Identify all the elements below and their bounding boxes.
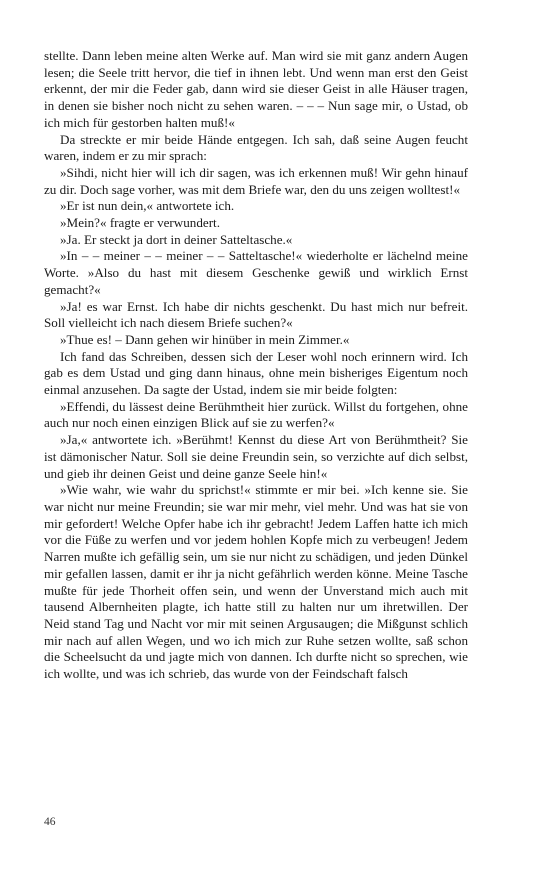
paragraph-10: Ich fand das Schreiben, dessen sich der Leser wohl noch erinnern wird. Ich gab es dem Ustad und ging dann hinaus, ohne mein bisheriges Eigentum noch einmal anzusehen. Da sagte der Ustad, indem sie mir beide folgten: — [44, 348, 468, 398]
paragraph-11: »Effendi, du lässest deine Berühmtheit hier zurück. Willst du fortgehen, ohne auch nur noch einen einzigen Blick auf sie zu werfen?« — [44, 398, 468, 431]
page-body — [44, 48, 468, 683]
paragraph-12: »Ja,« antwortete ich. »Berühmt! Kennst du diese Art von Berühmtheit? Sie ist dämonischer Natur. Soll sie deine Freundin sein, so verzichte auf dich selbst, und gieb ihr deinen Geist und deine ganze Seele hin!« — [44, 432, 468, 481]
paragraph-6: »Ja. Er steckt ja dort in deiner Satteltasche.« — [60, 231, 293, 247]
paragraph-1: stellte. Dann leben meine alten Werke auf. Man wird sie mit ganz andern Augen lesen; die Seele tritt hervor, die tief in ihnen lebt. Und wenn man erst den Geist erkennt, der mir die Feder gab, dann wird sie dieser Geist in alle Häuser tragen, in denen sie bisher noch nicht zu sehen waren. – – – Nun sage mir, o Ustad, ob ich mich für gestorben halten muß!« — [44, 48, 468, 130]
paragraph-13: »Wie wahr, wie wahr du sprichst!« stimmte er mir bei. »Ich kenne sie. Sie war nicht nur meine Freundin; sie war mir mehr, viel mehr. Und was hat sie von mir gefordert! Welche Opfer habe ich ihr gebracht! Jedem Laffen hatte ich mich vor die Füße zu werfen und vor jedem hohlen Kopfe mich zu verbeugen! Jedem Narren mußte ich gefällig sein, um sie nur nicht zu schädigen, und jeden Dünkel mir gefallen lassen, damit er ihr ja nicht gefährlich werden könne. Meine Tasche mußte für jede Thorheit offen sein, und wenn der Unverstand mich auch mit tausend Albernheiten plagte, ich hatte still zu halten nur um ihretwillen. Der Neid stand Tag und Nacht vor mir mit seinen Argusaugen; die Mißgunst schlich mir nach auf allen Wegen, und wo ich mich zur Ruhe setzen wollte, saß schon die Scheelsucht da und jagte mich von dannen. Ich durfte nicht so sprechen, wie ich wollte, und was ich schrieb, das wurde von der Feindschaft falsch — [44, 482, 468, 682]
page-number: 46 — [44, 816, 56, 828]
paragraph-7: »In – – meiner – – meiner – – Satteltasche!« wiederholte er lächelnd meine Worte. »Also du hast mit diesem Geschenke gewiß und wirklich Ernst gemacht?« — [44, 248, 468, 297]
paragraph-2: Da streckte er mir beide Hände entgegen. Ich sah, daß seine Augen feucht waren, indem er zu mir sprach: — [44, 131, 468, 164]
paragraph-3: »Sihdi, nicht hier will ich dir sagen, was ich erkennen muß! Wir gehn hinauf zu dir. Doch sage vorher, was mit dem Briefe war, den du uns zeigen wolltest!« — [44, 164, 468, 197]
paragraph-4: »Er ist nun dein,« antwortete ich. — [60, 198, 235, 214]
paragraph-5: »Mein?« fragte er verwundert. — [60, 215, 220, 231]
paragraph-9: »Thue es! – Dann gehen wir hinüber in mein Zimmer.« — [60, 331, 350, 347]
paragraph-8: »Ja! es war Ernst. Ich habe dir nichts geschenkt. Du hast mich nur befreit. Soll vielleicht ich nach diesem Briefe suchen?« — [44, 298, 468, 331]
